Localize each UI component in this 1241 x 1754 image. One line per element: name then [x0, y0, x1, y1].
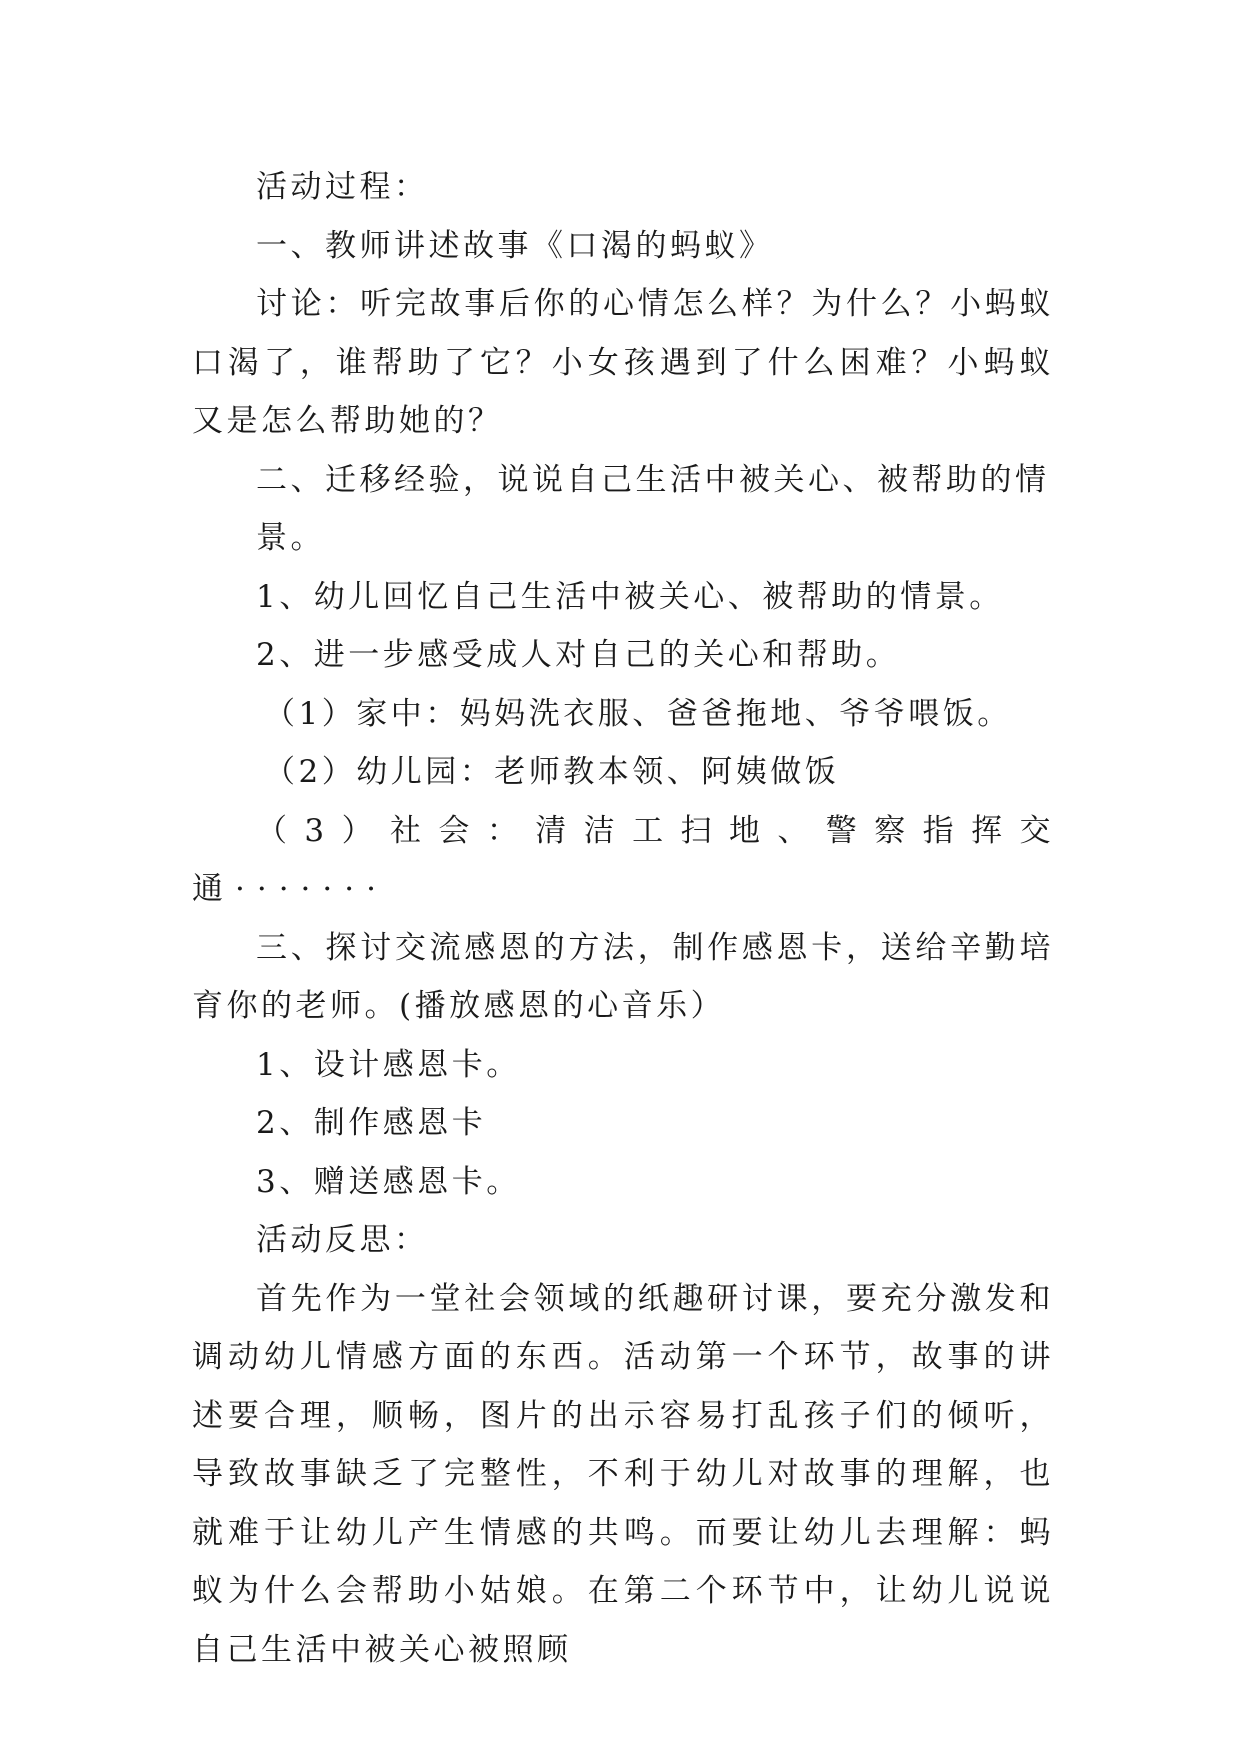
step-make-card: 2、制作感恩卡 — [256, 1105, 487, 1141]
step-design-card: 1、设计感恩卡。 — [256, 1046, 521, 1083]
sub-item-society-continued: 通······· — [192, 871, 388, 907]
document-body — [192, 158, 1054, 1679]
section-one-heading: 一、教师讲述故事《口渴的蚂蚁》 — [256, 227, 774, 264]
list-item-1: 1、幼儿回忆自己生活中被关心、被帮助的情景。 — [256, 578, 1004, 615]
section-three-paragraph: 三、探讨交流感恩的方法，制作感恩卡，送给辛勤培育你的老师。(播放感恩的心音乐） — [192, 929, 1054, 1024]
heading-activity-process: 活动过程： — [256, 169, 429, 205]
section-two-heading: 二、迁移经验，说说自己生活中被关心、被帮助的情景。 — [256, 461, 1050, 556]
step-give-card: 3、赠送感恩卡。 — [256, 1163, 521, 1200]
sub-item-society: （3）社会：清洁工扫地、警察指挥交 — [256, 812, 1054, 849]
sub-item-kindergarten: （2）幼儿园：老师教本领、阿姨做饭 — [264, 754, 840, 790]
heading-activity-reflection: 活动反思： — [256, 1222, 429, 1258]
discussion-paragraph: 讨论：听完故事后你的心情怎么样？为什么？小蚂蚁口渴了，谁帮助了它？小女孩遇到了什么困难？小蚂蚁又是怎么帮助她的？ — [192, 286, 1054, 439]
reflection-paragraph: 首先作为一堂社会领域的纸趣研讨课，要充分激发和调动幼儿情感方面的东西。活动第一个环节，故事的讲述要合理，顺畅，图片的出示容易打乱孩子们的倾听，导致故事缺乏了完整性，不利于幼儿对故事的理解，也就难于让幼儿产生情感的共鸣。而要让幼儿去理解：蚂蚁为什么会帮助小姑娘。在第二个环节中，让幼儿说说自己生活中被关心被照顾 — [192, 1280, 1054, 1668]
list-item-2: 2、进一步感受成人对自己的关心和帮助。 — [256, 637, 901, 673]
sub-item-home: （1）家中：妈妈洗衣服、爸爸拖地、爷爷喂饭。 — [264, 695, 1012, 732]
